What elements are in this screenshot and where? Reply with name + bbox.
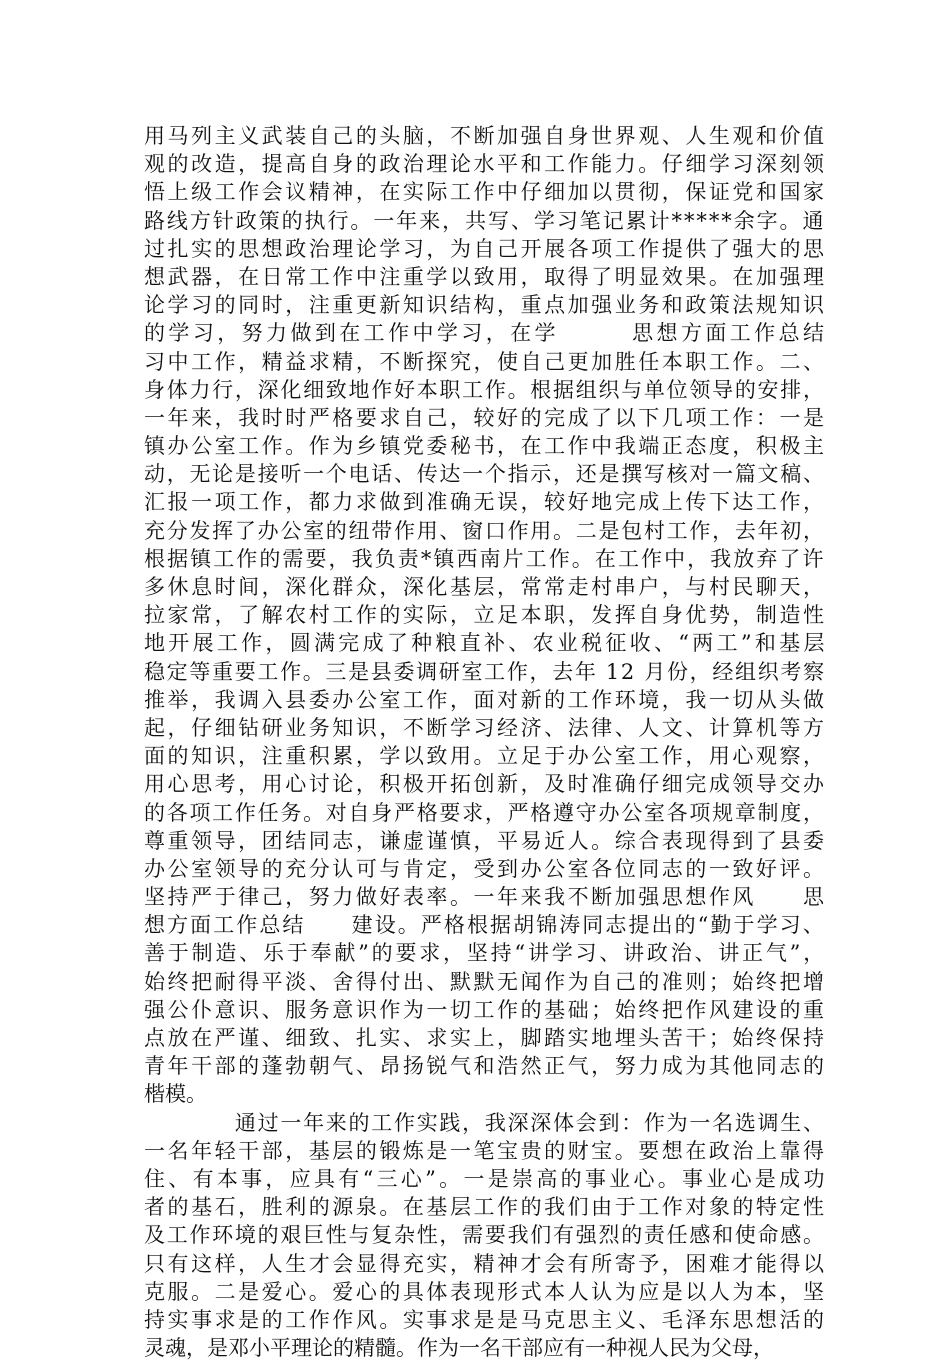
text-line: 点放在严谨、细致、扎实、求实上，脚踏实地埋头苦干；始终保持 [144,1026,827,1050]
text-line: 始终把耐得平淡、舍得付出、默默无闻作为自己的准则；始终把增 [144,969,827,994]
text-line: 尊重领导，团结同志，谦虚谨慎，平易近人。综合表现得到了县委 [144,828,827,853]
text-line: 想方面工作总结 建设。严格根据胡锦涛同志提出的“勤于学习、 [144,913,826,938]
text-line: 强公仆意识、服务意识作为一切工作的基础；始终把作风建设的重 [144,997,827,1022]
text-line: 习中工作，精益求精，不断探究，使自己更加胜任本职工作。二、 [144,349,827,374]
text-line: 一年来，我时时严格要求自己，较好的完成了以下几项工作：一是 [144,405,827,430]
text-line: 青年干部的蓬勃朝气、昂扬锐气和浩然正气，努力成为其他同志的 [144,1054,827,1079]
body-text [144,122,828,1362]
text-line: 持实事求是的工作作风。实事求是是马克思主义、毛泽东思想活的 [144,1307,827,1332]
text-line: 过扎实的思想政治理论学习，为自己开展各项工作提供了强大的思 [144,236,827,261]
text-line: 多休息时间，深化群众，深化基层，常常走村串户，与村民聊天， [144,575,827,599]
text-line: 只有这样，人生才会显得充实，精神才会有所寄予，困难才能得以 [144,1251,827,1276]
text-line: 用心思考，用心讨论，积极开拓创新，及时准确仔细完成领导交办 [144,772,827,797]
text-line: 克服。二是爱心。爱心的具体表现形式本人认为应是以人为本，坚 [144,1279,827,1304]
text-line: 面的知识，注重积累，学以致用。立足于办公室工作，用心观察， [144,744,827,769]
text-line: 用马列主义武装自己的头脑，不断加强自身世界观、人生观和价值 [144,124,827,148]
text-line: 起，仔细钻研业务知识，不断学习经济、法律、人文、计算机等方 [144,715,827,740]
text-line: 充分发挥了办公室的纽带作用、窗口作用。二是包村工作，去年初， [144,518,826,543]
text-line: 住、有本事，应具有“三心”。一是崇高的事业心。事业心是成功 [144,1166,828,1191]
text-line: 路线方针政策的执行。一年来，共写、学习笔记累计*****余字。通 [144,208,826,233]
text-line: 坚持严于律己，努力做好表率。一年来我不断加强思想作风 思 [144,885,827,910]
text-line: 稳定等重要工作。三是县委调研室工作，去年 12 月份，经组织考察 [144,659,826,684]
text-line: 善于制造、乐于奉献”的要求，坚持“讲学习、讲政治、讲正气”， [144,941,827,966]
text-line: 的各项工作任务。对自身严格要求，严格遵守办公室各项规章制度， [144,800,826,825]
text-line: 身体力行，深化细致地作好本职工作。根据组织与单位领导的安排， [144,377,826,402]
text-line: 办公室领导的充分认可与肯定，受到办公室各位同志的一致好评。 [144,856,827,881]
text-line: 通过一年来的工作实践，我深深体会到：作为一名选调生、 [144,1110,826,1135]
text-line: 者的基石，胜利的源泉。在基层工作的我们由于工作对象的特定性 [144,1195,827,1220]
text-line: 推举，我调入县委办公室工作，面对新的工作环境，我一切从头做 [144,687,827,712]
text-line: 楷模。 [144,1082,207,1107]
text-line: 镇办公室工作。作为乡镇党委秘书，在工作中我端正态度，积极主 [144,434,827,459]
text-line: 的学习，努力做到在工作中学习，在学 思想方面工作总结 [144,321,828,346]
text-line: 一名年轻干部，基层的锻炼是一笔宝贵的财宝。要想在政治上靠得 [144,1138,827,1163]
text-line: 想武器，在日常工作中注重学以致用，取得了明显效果。在加强理 [144,264,827,289]
text-line: 地开展工作，圆满完成了种粮直补、农业税征收、“两工”和基层 [144,631,828,656]
text-line: 根据镇工作的需要，我负责*镇西南片工作。在工作中，我放弃了许 [144,546,826,571]
text-line: 动，无论是接听一个电话、传达一个指示，还是撰写核对一篇文稿、 [144,462,826,487]
text-line: 观的改造，提高自身的政治理论水平和工作能力。仔细学习深刻领 [144,152,827,177]
text-line: 论学习的同时，注重更新知识结构，重点加强业务和政策法规知识 [144,293,827,318]
text-line: 灵魂，是邓小平理论的精髓。作为一名干部应有一种视人民为父母， [144,1336,774,1361]
text-line: 汇报一项工作，都力求做到准确无误，较好地完成上传下达工作， [144,490,827,515]
text-line: 及工作环境的艰巨性与复杂性，需要我们有强烈的责任感和使命感。 [144,1223,826,1248]
text-line: 悟上级工作会议精神，在实际工作中仔细加以贯彻，保证党和国家 [144,180,827,205]
text-line: 拉家常，了解农村工作的实际，立足本职，发挥自身优势，制造性 [144,603,827,628]
